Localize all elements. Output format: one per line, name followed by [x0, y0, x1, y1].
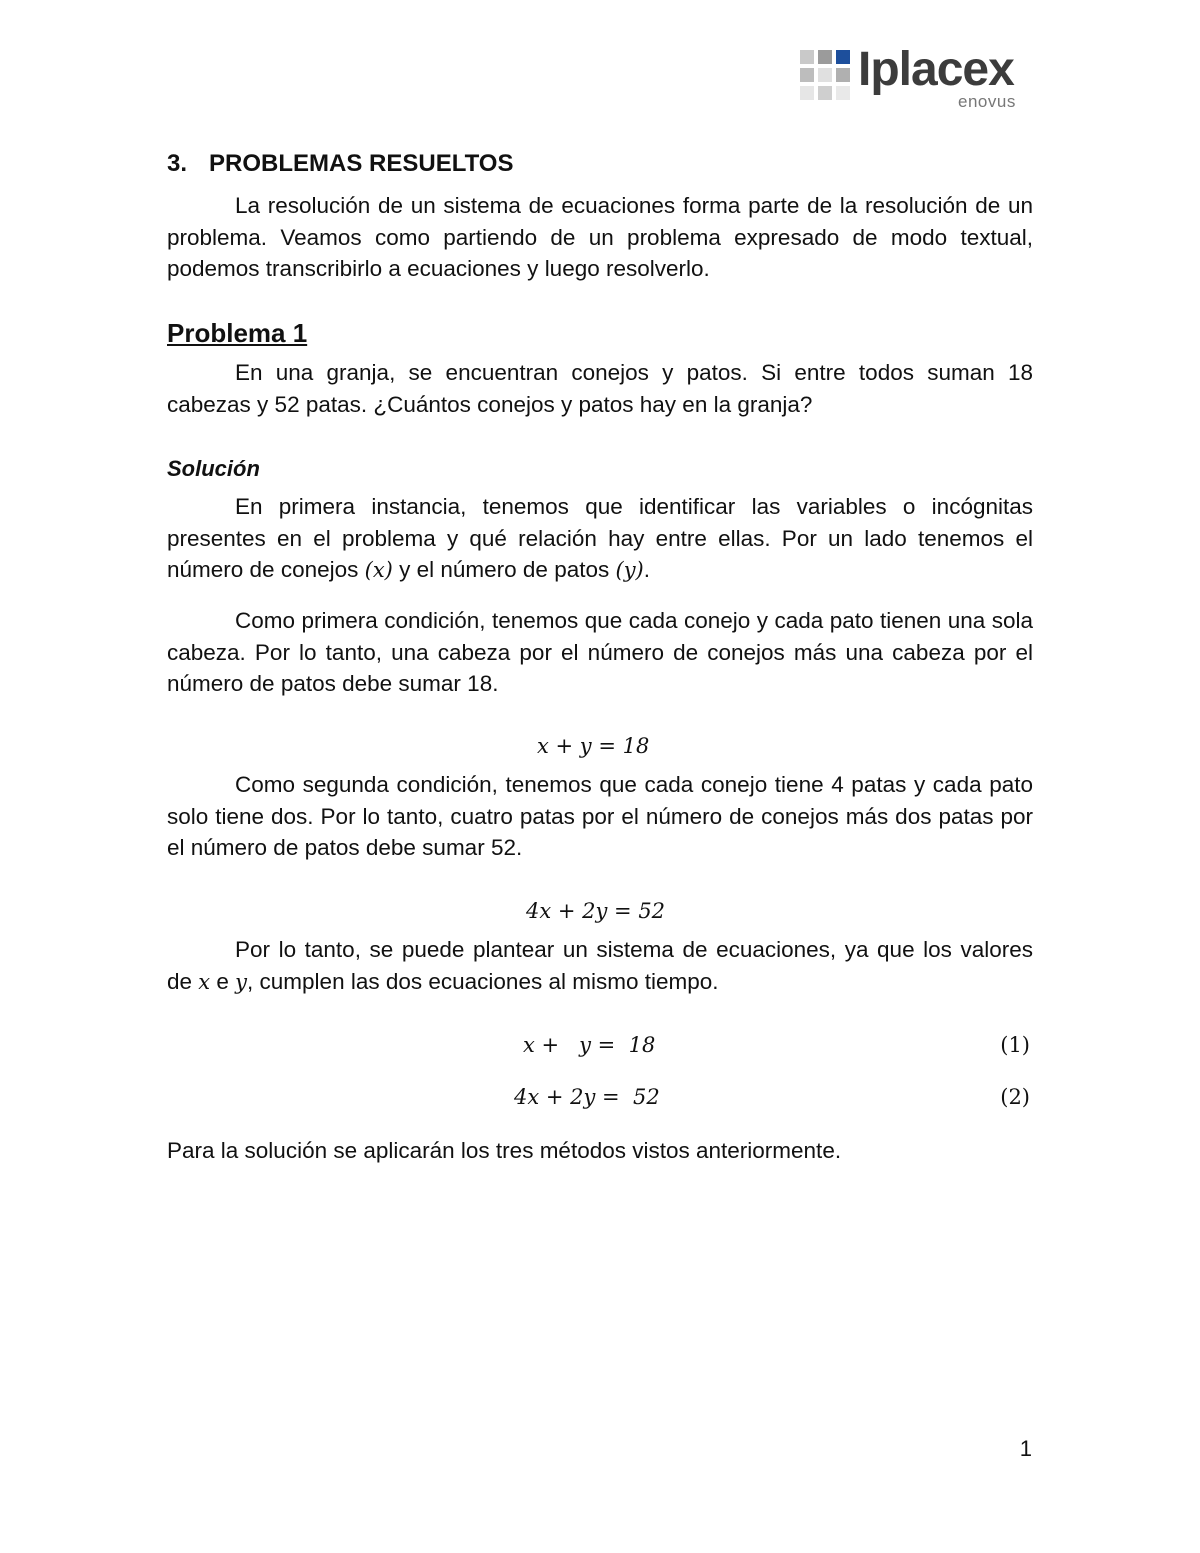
equation-legs: 4x + 2y = 52 [526, 899, 666, 923]
equation-heads: x + y = 18 [537, 734, 650, 758]
section-title: PROBLEMAS RESUELTOS [209, 150, 514, 177]
solution-paragraph-4 [167, 934, 1033, 998]
variable-y: (y) [615, 558, 644, 582]
section-number: 3. [167, 150, 188, 177]
p4-text-a: Por lo tanto, se puede plantear un sistema de ecuaciones, ya que los valores de [167, 937, 1033, 994]
page-number: 1 [1019, 1436, 1032, 1461]
variable-x-inline: x [198, 969, 211, 994]
p4-text-c: , cumplen las dos ecuaciones al mismo tiempo. [247, 968, 719, 994]
p4-text-b: e [210, 968, 236, 994]
solution-paragraph-2: Como primera condición, tenemos que cada conejo y cada pato tienen una sola cabeza. Por lo tanto, una cabeza por el número de conejos más una cabeza por el número de patos debe sumar 18. [167, 608, 1033, 696]
closing-paragraph: Para la solución se aplicarán los tres métodos vistos anteriormente. [167, 1138, 842, 1163]
solution-paragraph-3: Como segunda condición, tenemos que cada conejo tiene 4 patas y cada pato solo tiene dos. Por lo tanto, cuatro patas por el número de conejos más dos patas por el número de patos debe sumar 52. [167, 772, 1033, 860]
variable-y-inline: y [235, 969, 248, 994]
system-equation-1-number: (1) [1000, 1033, 1030, 1057]
logo-wordmark: Iplacex [858, 43, 1014, 96]
logo-grid-icon [800, 50, 852, 102]
logo-subtitle: enovus [958, 92, 1016, 111]
system-equation-2-number: (2) [1000, 1085, 1030, 1109]
variable-x: (x) [364, 558, 393, 582]
iplacex-logo [800, 43, 1030, 112]
p1-text-b: y el número de patos [392, 557, 616, 582]
intro-paragraph: La resolución de un sistema de ecuaciones forma parte de la resolución de un problema. Veamos como partiendo de un problema expresado de modo textual, podemos transcribirlo a ecuaciones y luego resolverlo. [167, 193, 1033, 281]
system-equation-2: 4x + 2y = 52 [514, 1085, 660, 1109]
solution-title: Solución [167, 456, 260, 481]
p1-text-a: En primera instancia, tenemos que identificar las variables o incógnitas presentes en el problema y qué relación hay entre ellas. Por un lado tenemos el número de conejos [167, 494, 1033, 582]
solution-paragraph-1 [167, 491, 1033, 587]
system-equation-1: x + y = 18 [523, 1033, 656, 1057]
section-heading [167, 150, 513, 178]
problem-statement: En una granja, se encuentran conejos y patos. Si entre todos suman 18 cabezas y 52 patas. ¿Cuántos conejos y patos hay en la granja? [167, 360, 1033, 417]
problem-title: Problema 1 [167, 318, 308, 348]
p1-text-c: . [643, 557, 651, 582]
